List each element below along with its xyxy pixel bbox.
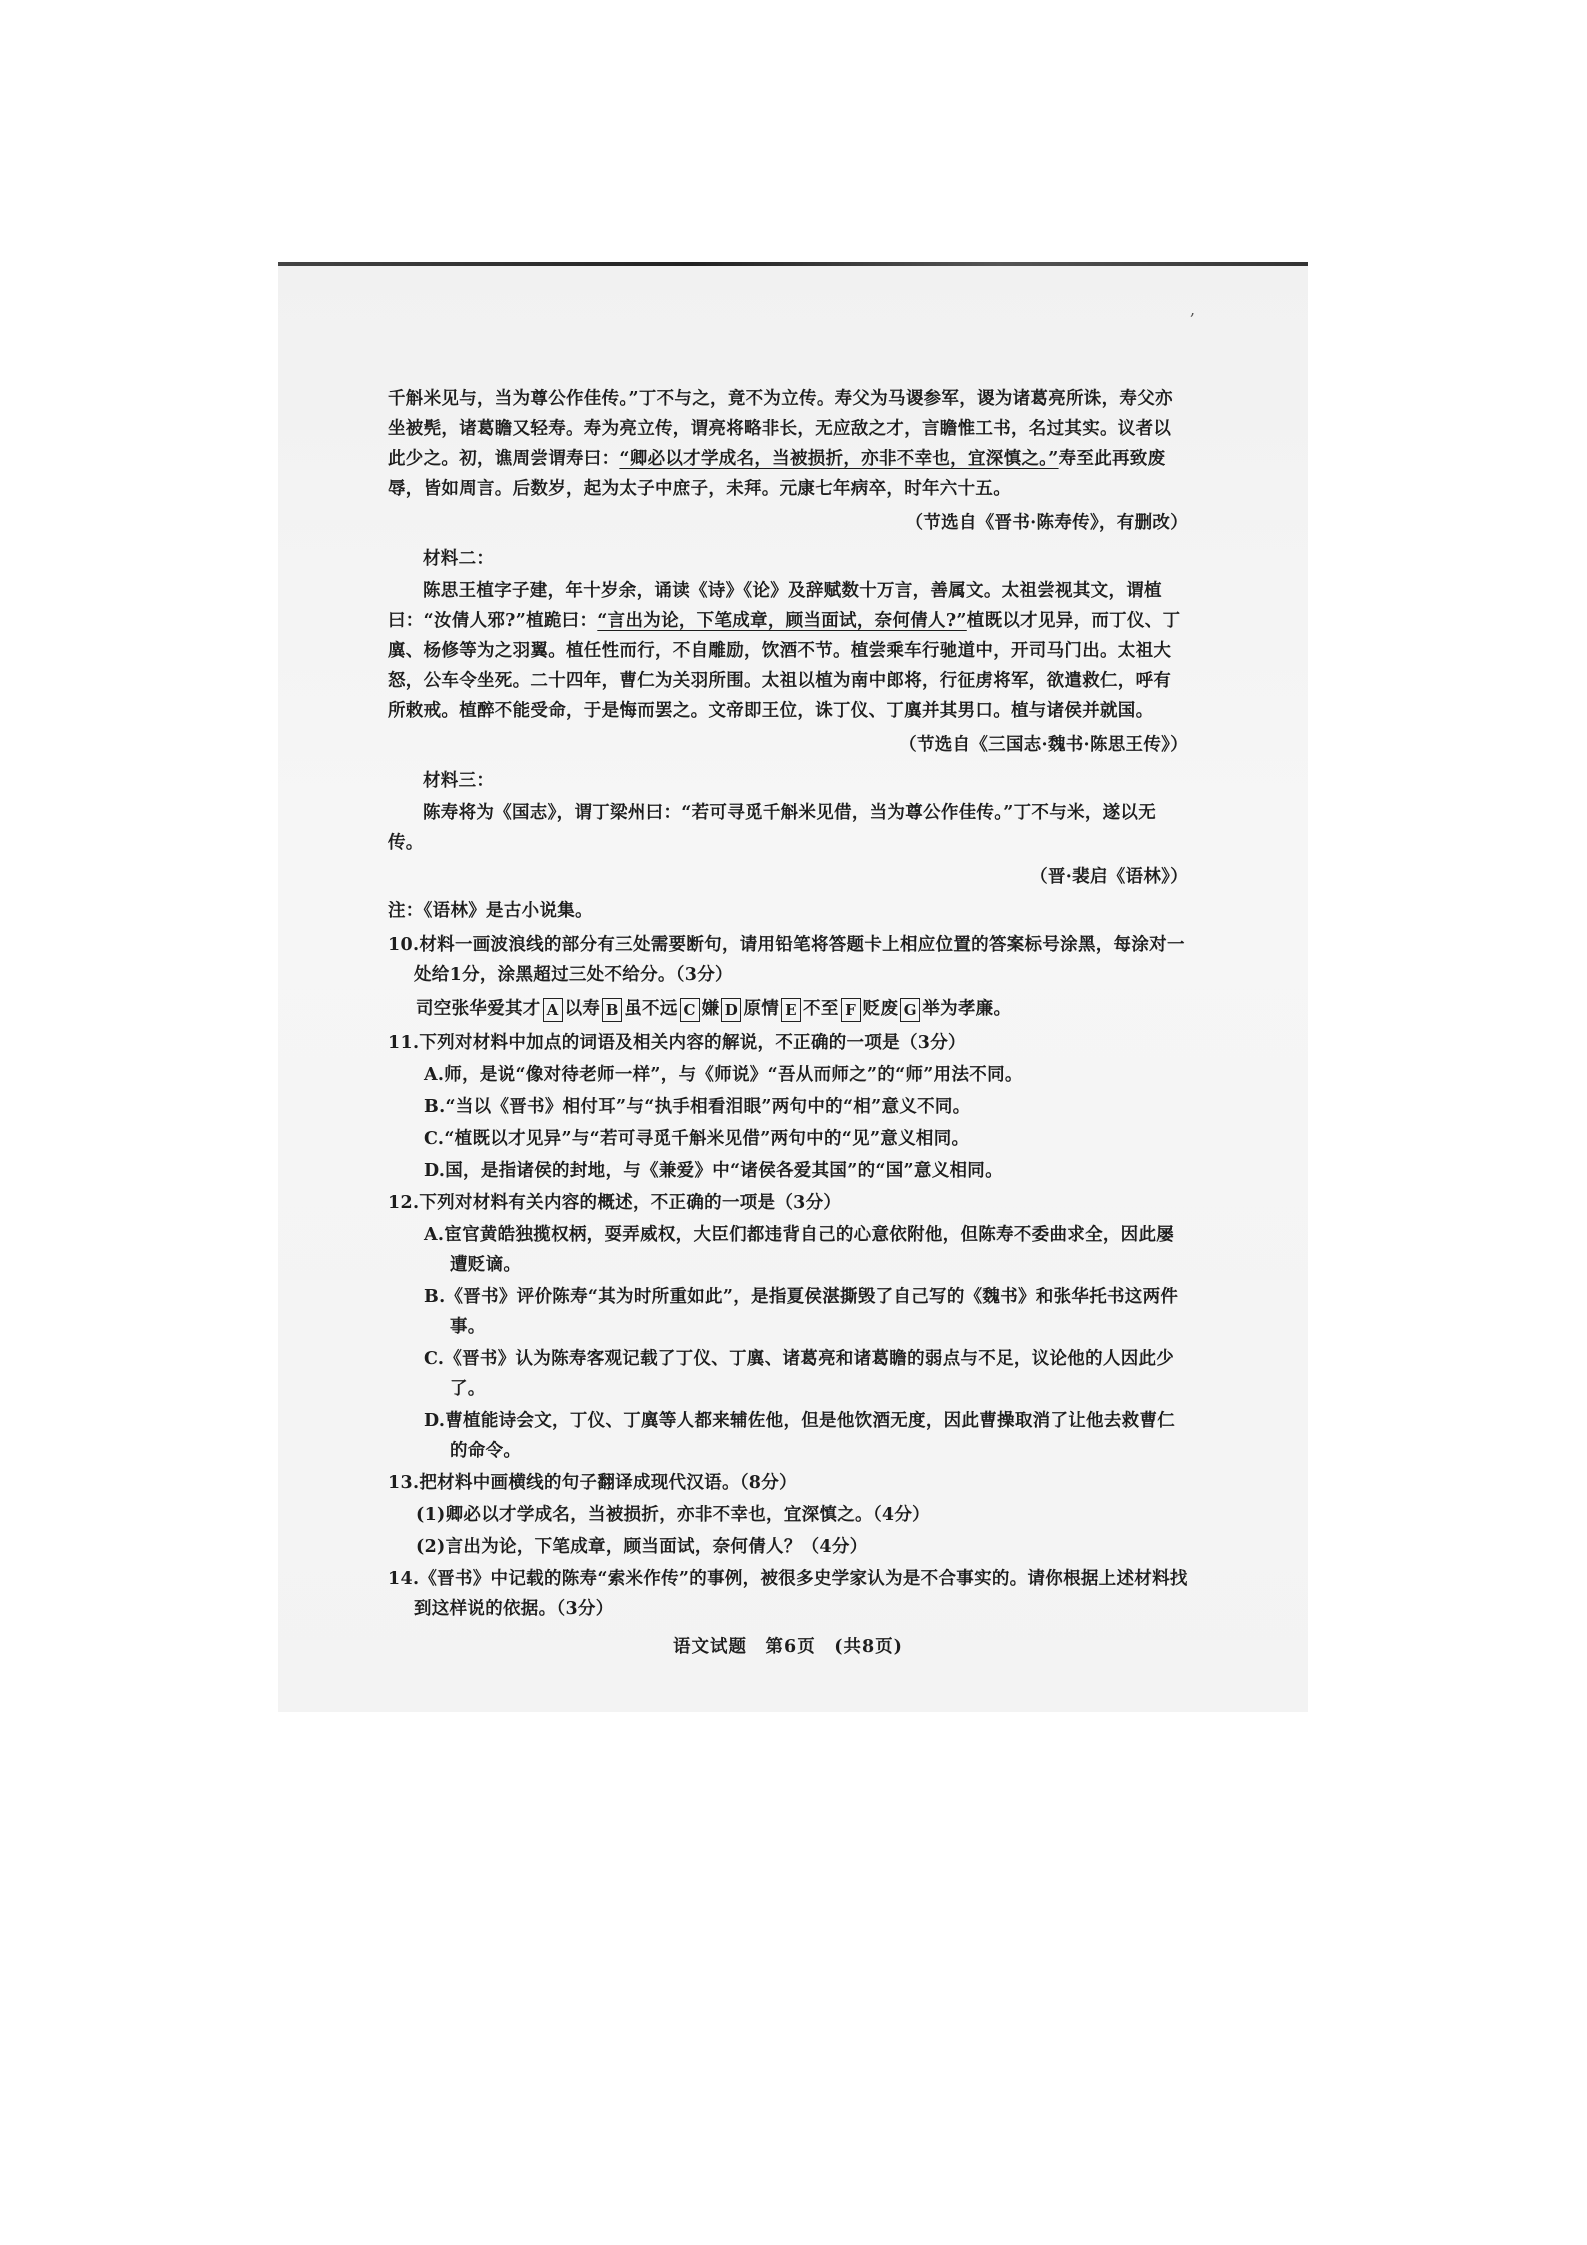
material-one-tail: 千斛米见与，当为尊公作佳传。”丁不与之，竟不为立传。寿父为马谡参军，谡为诸葛亮所诛，寿父亦坐被髡，诸葛瞻又轻寿。寿为亮立传，谓亮将略非长，无应敌之才，言瞻惟工书，名过其实。议者以此少之。初，谯周尝谓寿曰：“卿必以才学成名，当被损折，亦非不幸也，宜深慎之。”寿至此再致废辱，皆如周言。后数岁，起为太子中庶子，未拜。元康七年病卒，时年六十五。 xyxy=(388,389,1173,499)
material-one-source: （节选自《晋书·陈寿传》，有删改） xyxy=(905,513,1188,533)
break-box-f[interactable]: F xyxy=(841,998,861,1022)
question-10-stem: 10.材料一画波浪线的部分有三处需要断句，请用铅笔将答题卡上相应位置的答案标号涂黑，每涂对一处给1分，涂黑超过三处不给分。（3分） xyxy=(388,935,1185,985)
material-two-source: （节选自《三国志·魏书·陈思王传》） xyxy=(899,735,1188,755)
page-footer: 语文试题 第6页 (共8页) xyxy=(673,1637,903,1657)
question-11-option-d: D.国，是指诸侯的封地，与《兼爱》中“诸侯各爱其国”的“国”意义相同。 xyxy=(424,1161,1003,1181)
break-box-b[interactable]: B xyxy=(602,998,622,1022)
sentence-break-line: 司空张华爱其才 A 以寿 B 虽不远 C 嫌 D 原情 E 不至 F 贬废 G 举为孝廉。 xyxy=(388,994,1188,1024)
break-box-d[interactable]: D xyxy=(721,998,741,1022)
question-12-option-d: D.曹植能诗会文，丁仪、丁廙等人都来辅佐他，但是他饮酒无度，因此曹操取消了让他去救曹仁的命令。 xyxy=(424,1411,1176,1461)
question-13-stem: 13.把材料中画横线的句子翻译成现代汉语。（8分） xyxy=(388,1473,797,1493)
underlined-sentence-2: “言出为论，下笔成章，顾当面试，奈何倩人?” xyxy=(597,611,967,631)
exam-content xyxy=(388,384,1188,1680)
top-border-line xyxy=(278,262,1308,266)
note: 注：《语林》是古小说集。 xyxy=(388,901,593,921)
question-14-stem: 14.《晋书》中记载的陈寿“索米作传”的事例，被很多史学家认为是不合事实的。请你根据上述材料找到这样说的依据。（3分） xyxy=(388,1569,1188,1619)
break-box-c[interactable]: C xyxy=(680,998,700,1022)
material-three-text: 陈寿将为《国志》，谓丁梁州曰：“若可寻觅千斛米见借，当为尊公作佳传。”丁不与米，遂以无传。 xyxy=(388,803,1157,853)
underlined-sentence-1: “卿必以才学成名，当被损折，亦非不幸也，宜深慎之。” xyxy=(619,449,1059,469)
material-three-heading: 材料三： xyxy=(423,771,495,791)
question-12-option-b: B.《晋书》评价陈寿“其为时所重如此”，是指夏侯湛撕毁了自己写的《魏书》和张华托书这两件事。 xyxy=(424,1287,1179,1337)
question-12-option-a: A.宦官黄皓独揽权柄，耍弄威权，大臣们都违背自己的心意依附他，但陈寿不委曲求全，因此屡遭贬谪。 xyxy=(424,1225,1175,1275)
question-12-option-c: C.《晋书》认为陈寿客观记载了丁仪、丁廙、诸葛亮和诸葛瞻的弱点与不足，议论他的人因此少了。 xyxy=(424,1349,1175,1399)
material-two-heading: 材料二： xyxy=(423,549,495,569)
break-box-a[interactable]: A xyxy=(543,998,563,1022)
question-11-option-a: A.师，是说“像对待老师一样”，与《师说》“吾从而师之”的“师”用法不同。 xyxy=(424,1065,1023,1085)
break-box-e[interactable]: E xyxy=(781,998,801,1022)
question-13-item-2: (2)言出为论，下笔成章，顾当面试，奈何倩人？（4分） xyxy=(416,1537,868,1557)
question-11-option-b: B.“当以《晋书》相付耳”与“执手相看泪眼”两句中的“相”意义不同。 xyxy=(424,1097,971,1117)
material-two-text: 陈思王植字子建，年十岁余，诵读《诗》《论》及辞赋数十万言，善属文。太祖尝视其文，谓植曰：“汝倩人邪?”植跪曰：“言出为论，下笔成章，顾当面试，奈何倩人?”植既以才见异，而丁仪、丁廙、杨修等为之羽翼。植任性而行，不自雕励，饮酒不节。植尝乘车行驰道中，开司马门出。太祖大怒，公车令坐死。二十四年，曹仁为关羽所围。太祖以植为南中郎将，行征虏将军，欲遣救仁，呼有所敕戒。植醉不能受命，于是悔而罢之。文帝即王位，诛丁仪、丁廙并其男口。植与诸侯并就国。 xyxy=(388,581,1181,721)
question-13-item-1: (1)卿必以才学成名，当被损折，亦非不幸也，宜深慎之。（4分） xyxy=(416,1505,930,1525)
break-box-g[interactable]: G xyxy=(900,998,920,1022)
scan-mark: , xyxy=(1190,300,1196,319)
question-11-stem: 11.下列对材料中加点的词语及相关内容的解说，不正确的一项是（3分） xyxy=(388,1033,966,1053)
question-12-stem: 12.下列对材料有关内容的概述，不正确的一项是（3分） xyxy=(388,1193,842,1213)
question-11-option-c: C.“植既以才见异”与“若可寻觅千斛米见借”两句中的“见”意义相同。 xyxy=(424,1129,970,1149)
material-three-source: （晋·裴启《语林》） xyxy=(1030,867,1188,887)
